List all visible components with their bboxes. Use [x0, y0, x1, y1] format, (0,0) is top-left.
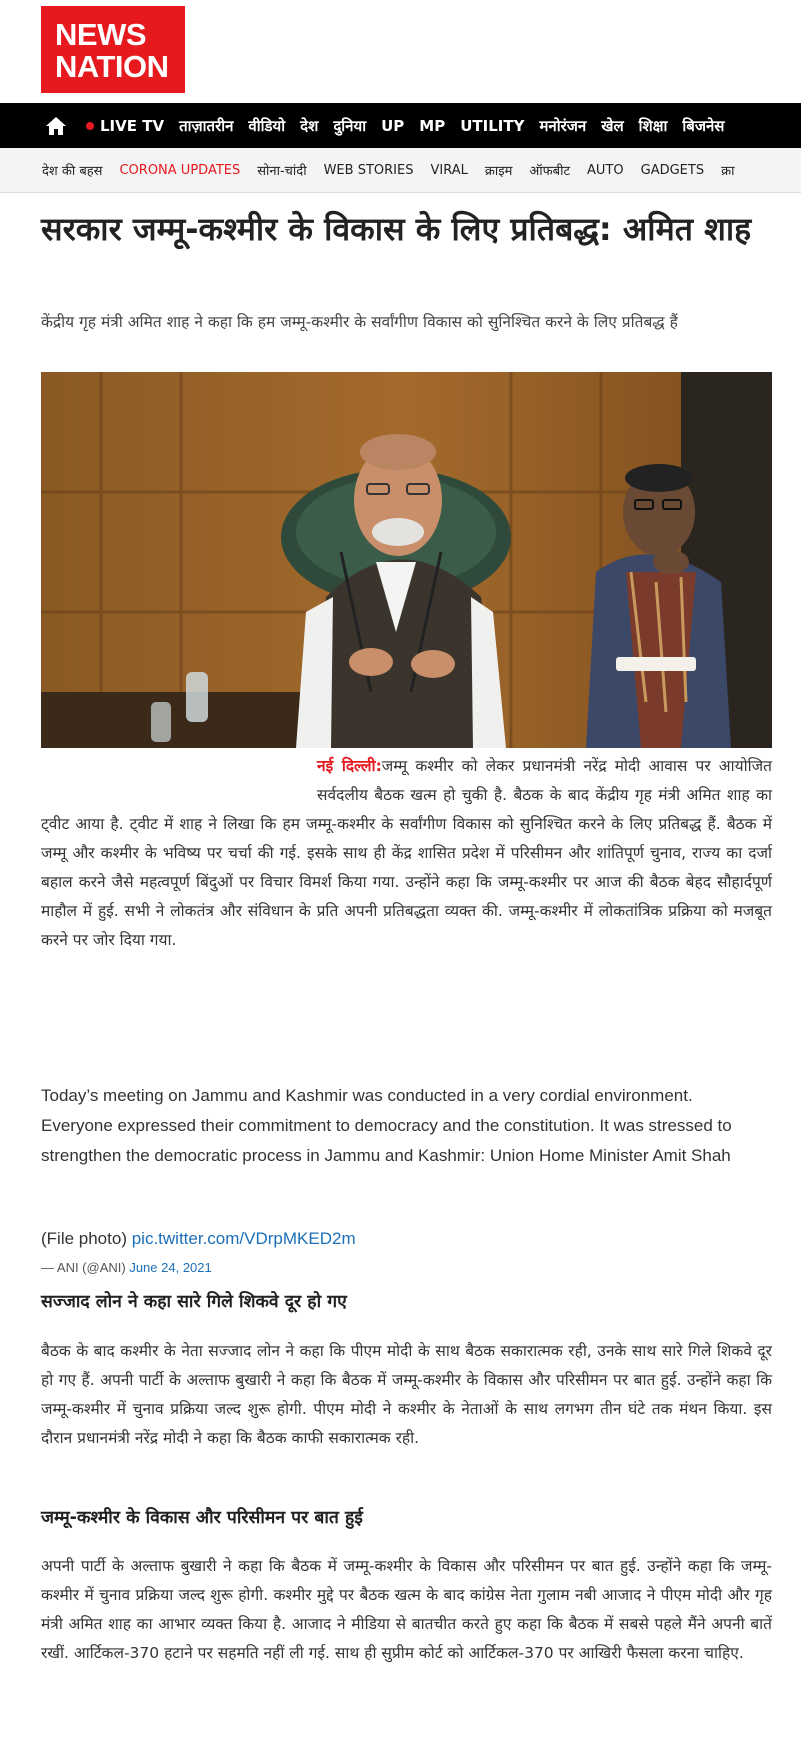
logo-line-1: NEWS [55, 17, 146, 52]
tweet-quote: Today’s meeting on Jammu and Kashmir was conducted in a very cordial environment. Everyone expressed their commitment to democracy and the constitution. It was stressed to strengthen the democratic process in Jammu and Kashmir: Union Home Minister Amit Shah [41, 1086, 732, 1165]
subnav-corona-updates[interactable]: CORONA UPDATES [119, 162, 241, 178]
nav-manoranjan[interactable]: मनोरंजन [539, 116, 587, 135]
tweet-attribution [41, 1260, 212, 1275]
news-nation-logo[interactable] [41, 6, 185, 93]
subnav-desh-ki-bahas[interactable]: देश की बहस [42, 164, 103, 179]
nav-duniya[interactable]: दुनिया [333, 116, 367, 135]
article-photo [41, 372, 772, 748]
nav-shiksha[interactable]: शिक्षा [638, 116, 668, 135]
lead-indent [41, 752, 317, 782]
subnav-crime[interactable]: क्राइम [484, 164, 513, 179]
tweet-source: — ANI (@ANI) [41, 1260, 126, 1275]
tweet-file-line [41, 1229, 356, 1249]
nav-utility[interactable]: UTILITY [460, 116, 525, 135]
article-headline: सरकार जम्मू-कश्मीर के विकास के लिए प्रतिबद्ध: अमित शाह [41, 210, 752, 248]
nav-video[interactable]: वीडियो [248, 116, 286, 135]
lead-text: जम्मू कश्मीर को लेकर प्रधानमंत्री नरेंद्र मोदी आवास पर आयोजित सर्वदलीय बैठक खत्म हो चुकी है. बैठक के बाद केंद्रीय गृह मंत्री अमित शाह का ट्वीट आया है. ट्वीट में शाह ने लिखा कि हम जम्मू-कश्मीर के सर्वांगीण विकास को सुनिश्चित करने के लिए प्रतिबद्ध हैं. बैठक में जम्मू और कश्मीर के भविष्य पर चर्चा की गई. इसके साथ ही केंद्र शासित प्रदेश में परिसीमन और शांतिपूर्ण चुनाव, राज्य का दर्जा बहाल करने जैसे महत्वपूर्ण बिंदुओं पर विचार विमर्श किया गया. उन्होंने कहा कि जम्मू-कश्मीर पर आज की बैठक बेहद सौहार्दपूर्ण माहौल में हुई. सभी ने लोकतंत्र और संविधान के प्रति अपनी प्रतिबद्धता व्यक्त की. जम्मू-कश्मीर में लोकतांत्रिक प्रक्रिया को मजबूत करने पर जोर दिया गया. [41, 757, 772, 949]
section-paragraph-1: बैठक के बाद कश्मीर के नेता सज्जाद लोन ने कहा कि पीएम मोदी के साथ बैठक सकारात्मक रही, उनके साथ सारे गिले शिकवे दूर हो गए हैं. अपनी पार्टी के अल्ताफ बुखारी ने कहा कि बैठक में जम्मू-कश्मीर के विकास और परिसीमन पर बात हुई. उन्होंने कहा कि जम्मू-कश्मीर में चुनाव प्रक्रिया जल्द शुरू होगी. पीएम मोदी ने कश्मीर के नेताओं के साथ लगभग तीन घंटे तक मंथन किया. इस दौरान प्रधानमंत्री नरेंद्र मोदी ने कहा कि बैठक काफी सकारात्मक रही. [41, 1342, 772, 1447]
primary-nav [0, 103, 801, 148]
subnav-gadgets[interactable]: GADGETS [640, 162, 705, 178]
subnav-sona-chandi[interactable]: सोना-चांदी [257, 164, 307, 179]
subnav-auto[interactable]: AUTO [587, 162, 624, 178]
tweet-file-label: (File photo) [41, 1229, 127, 1248]
article-summary: केंद्रीय गृह मंत्री अमित शाह ने कहा कि हम जम्मू-कश्मीर के सर्वांगीण विकास को सुनिश्चित करने के लिए प्रतिबद्ध हैं [41, 313, 678, 331]
subnav-offbeat[interactable]: ऑफबीट [529, 164, 571, 179]
nav-desh[interactable]: देश [300, 116, 319, 135]
nav-up[interactable]: UP [381, 116, 405, 135]
article-lead [41, 752, 772, 955]
section-heading-2: जम्मू-कश्मीर के विकास और परिसीमन पर बात हुई [41, 1508, 363, 1528]
secondary-nav [0, 148, 801, 193]
nav-latest[interactable]: ताज़ातरीन [179, 116, 234, 135]
logo-line-2: NATION [55, 49, 169, 84]
live-dot-icon [86, 122, 94, 130]
nav-live-tv[interactable]: LIVE TV [100, 116, 165, 135]
home-icon[interactable] [44, 114, 68, 138]
nav-business[interactable]: बिजनेस [682, 116, 725, 135]
nav-khel[interactable]: खेल [601, 116, 624, 135]
section-heading-1: सज्जाद लोन ने कहा सारे गिले शिकवे दूर हो गए [41, 1292, 347, 1312]
article-lead-paragraph [41, 752, 772, 955]
subnav-viral[interactable]: VIRAL [430, 162, 468, 178]
section-paragraph-2: अपनी पार्टी के अल्ताफ बुखारी ने कहा कि बैठक में जम्मू-कश्मीर के विकास और परिसीमन पर बात हुई. उन्होंने कहा कि जम्मू-कश्मीर में चुनाव प्रक्रिया जल्द शुरू होगी. कश्मीर मुद्दे पर बैठक खत्म के बाद कांग्रेस नेता गुलाम नबी आजाद ने पीएम मोदी और गृह मंत्री अमित शाह का आभार व्यक्त किया है. आजाद ने मीडिया से बातचीत करते हुए कहा कि बैठक में सबसे पहले मैंने अपनी बातें रखीं. आर्टिकल-370 हटाने पर सहमति नहीं ली गई. साथ ही सुप्रीम कोर्ट को आर्टिकल-370 पर आखिरी फैसला करना चाहिए. [41, 1557, 772, 1662]
tweet-date-link[interactable]: June 24, 2021 [129, 1260, 212, 1275]
nav-mp[interactable]: MP [419, 116, 446, 135]
dateline: नई दिल्ली: [317, 757, 382, 775]
tweet-photo-link[interactable]: pic.twitter.com/VDrpMKED2m [131, 1229, 356, 1248]
subnav-crime-2[interactable]: क्रा [721, 164, 735, 179]
subnav-web-stories[interactable]: WEB STORIES [323, 162, 414, 178]
